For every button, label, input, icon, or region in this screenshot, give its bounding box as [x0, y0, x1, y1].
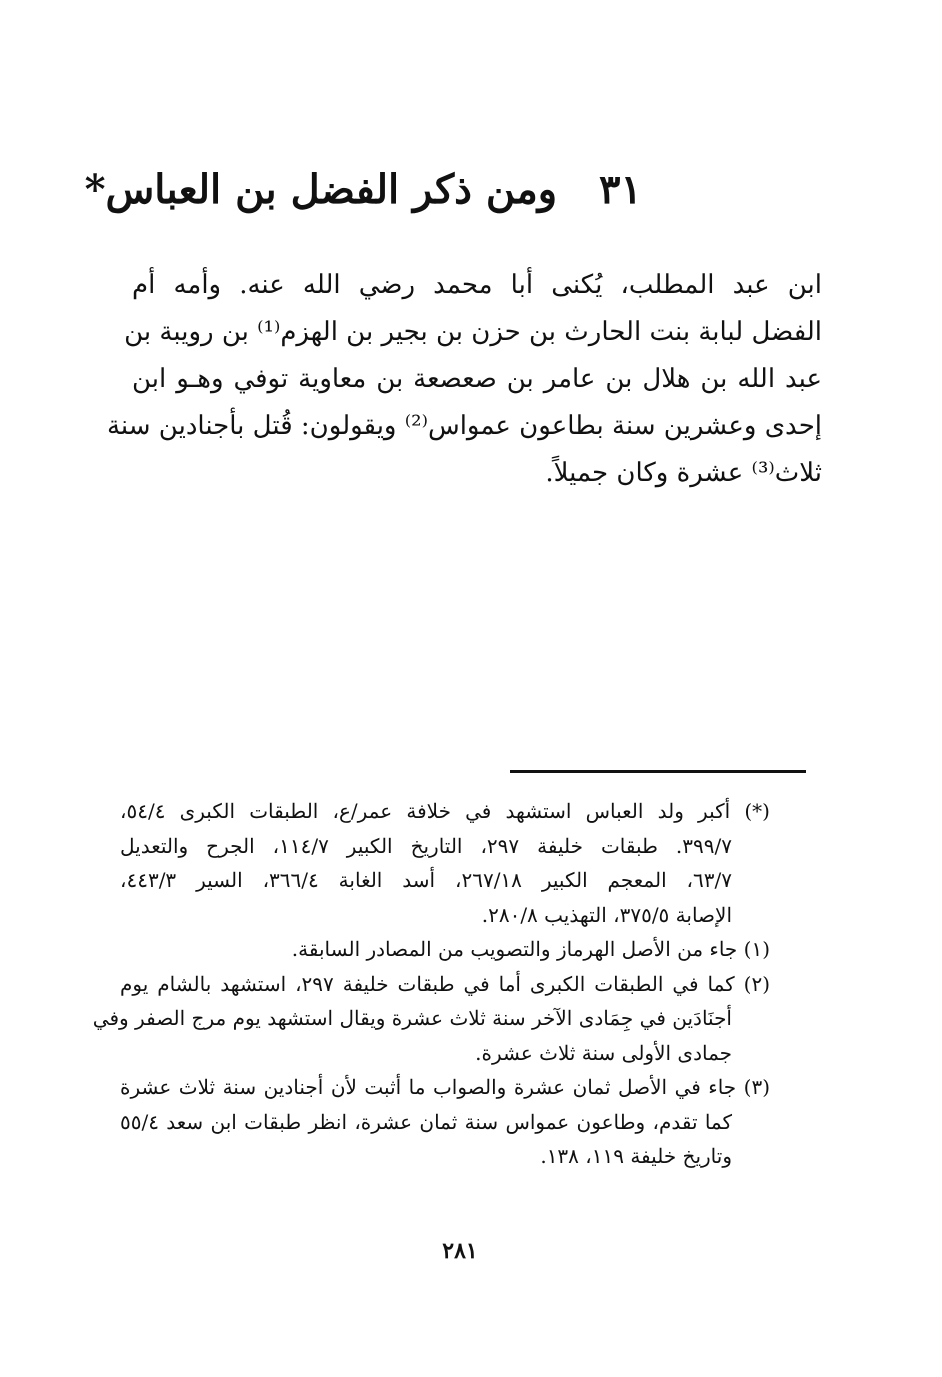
- footnote-line: كما تقدم، وطاعون عمواس سنة ثمان عشرة، انظر طبقات ابن سعد ٥٥/٤: [120, 1109, 732, 1134]
- main-text-line: ابن عبد المطلب، يُكنى أبا محمد رضي الله عنه. وأمه أم: [132, 270, 822, 300]
- page-number: ٢٨١: [442, 1238, 478, 1264]
- chapter-title: ومن ذكر الفضل بن العباس*: [84, 166, 558, 213]
- footnote-line: (٢) كما في الطبقات الكبرى أما في طبقات خليفة ٢٩٧، استشهد بالشام يوم: [120, 971, 770, 996]
- footnote: [92, 967, 770, 1071]
- main-text-line: عبد الله بن هلال بن عامر بن صعصعة بن معاوية توفي وهـو ابن: [132, 364, 822, 394]
- footnote: [120, 794, 770, 932]
- footnote-line: جمادى الأولى سنة ثلاث عشرة.: [475, 1040, 732, 1065]
- footnote-separator: [510, 770, 806, 773]
- footnote-line: الإصابة ٣٧٥/٥، التهذيب ٢٨٠/٨.: [481, 902, 732, 927]
- footnotes: [92, 794, 770, 1174]
- main-text-line: إحدى وعشرين سنة بطاعون عمواس⁽²⁾ ويقولون: قُتل بأجنادين سنة: [106, 411, 822, 441]
- main-text-line: الفضل لبابة بنت الحارث بن حزن بن بجير بن الهزم⁽¹⁾ بن رويبة بن: [124, 317, 822, 347]
- footnote-line: ٣٩٩/٧. طبقات خليفة ٢٩٧، التاريخ الكبير ١١٤/٧، الجرح والتعديل: [120, 833, 732, 858]
- footnote-line: (١) جاء من الأصل الهرماز والتصويب من المصادر السابقة.: [291, 937, 770, 961]
- footnote-line: ٦٣/٧، المعجم الكبير ٢٦٧/١٨، أسد الغابة ٣٦٦/٤، السير ٤٤٣/٣،: [120, 868, 732, 892]
- footnote: [120, 932, 770, 967]
- footnote-line: (*) أكبر ولد العباس استشهد في خلافة عمر/ع، الطبقات الكبرى ٥٤/٤،: [120, 799, 770, 823]
- chapter-number: ٣١: [599, 166, 642, 213]
- footnote: [120, 1070, 770, 1174]
- main-text-line: ثلاث⁽³⁾ عشرة وكان جميلاً.: [545, 458, 822, 488]
- chapter-heading: [84, 160, 642, 220]
- main-text: [106, 262, 822, 497]
- footnote-line: وتاريخ خليفة ١١٩، ١٣٨.: [540, 1144, 732, 1168]
- footnote-line: أجنَادَين في جِمَادى الآخر سنة ثلاث عشرة ويقال استشهد يوم مرج الصفر وفي: [92, 1006, 732, 1030]
- footnote-line: (٣) جاء في الأصل ثمان عشرة والصواب ما أثبت لأن أجنادين سنة ثلاث عشرة: [120, 1075, 770, 1099]
